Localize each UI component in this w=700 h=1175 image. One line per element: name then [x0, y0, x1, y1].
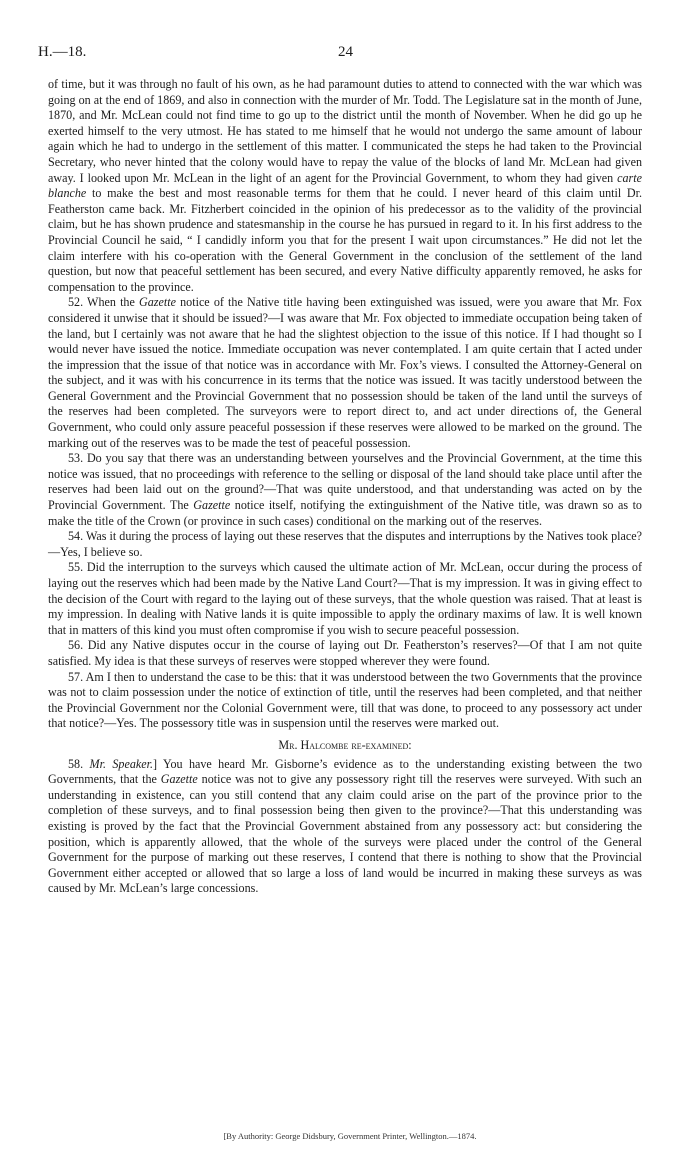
speaker-name: Mr. Speaker.	[89, 756, 153, 771]
italic-term: Gazette	[139, 295, 176, 310]
question-56: 56. Did any Native disputes occur in the course of laying out Dr. Featherston’s reserves?—Of that I am not quite satisfied. My idea is that these surveys of reserves were stopped wherever they were found.	[48, 638, 642, 668]
document-reference: H.—18.	[38, 44, 87, 60]
question-55: 55. Did the interruption to the surveys which caused the ultimate action of Mr. McLean, occur during the process of laying out the reserves which had been made by the Native Land Court?—That is my impression. It was in giving effect to the decision of the Court with regard to the laying out of these surveys, that the whole question was raised. That at least is my impression. In dealing with Native lands it is quite impossible to apply the ordinary maxims of law. It is well known that in matters of this kind you must often compromise if you wish to secure peaceful possession.	[48, 560, 642, 637]
italic-term: Gazette	[193, 498, 231, 513]
printer-imprint: [By Authority: George Didsbury, Government Printer, Wellington.—1874.	[223, 1131, 477, 1141]
body-text	[48, 77, 642, 897]
italic-term: Gazette	[160, 772, 198, 787]
question-58: 58. Mr. Speaker.] You have heard Mr. Gisborne’s evidence as to the understanding existing between the two Governments, that the Gazette notice was not to give any possessory right till the reserves were surveyed. With such an understanding in existence, can you still contend that any claim could arise on the part of the province prior to the completion of these surveys, and to final possession being then given to the province?—That this understanding was existing is proved by the fact that the Provincial Government abstained from any possessory act: but considering the position, which is apparently allowed, that the whole of the surveys were placed under the control of the General Government for the purpose of marking out these reserves, I contend that there is nothing to show that the Provincial Government either accepted or allowed that so large a loss of land would be incurred in making these surveys as was caused by Mr. McLean’s large concessions.	[48, 756, 642, 896]
page-number: 24	[338, 44, 353, 60]
question-57: 57. Am I then to understand the case to be this: that it was understood between the two Governments that the province was not to claim possession under the notice of extinction of title, until the reserves had been completed, and that neither the Provincial Government nor the Colonial Government were, till that was done, to proceed to any possessory act under that notice?—Yes. The possessory title was in suspension until the reserves were marked out.	[48, 669, 642, 731]
italic-term: carte blanche	[48, 170, 642, 201]
section-heading: Mr. Halcombe re-examined:	[278, 737, 412, 752]
paragraph-continuation: of time, but it was through no fault of his own, as he had paramount duties to attend to connected with the war which was going on at the end of 1869, and also in connection with the murder of Mr. Todd. The Legislature sat in the month of June, 1870, and Mr. McLean could not find time to go up to the district until the month of November. When he did go up he exerted himself to the very utmost. He has stated to me himself that he would not undergo the same amount of labour again which he had to undergo in the settlement of this matter. I communicated the steps he had taken to the Provincial Secretary, who never hinted that the colony would have to repay the value of the blocks of land Mr. McLean had given away. I looked upon Mr. McLean in the light of an agent for the Provincial Government, to whom they had given carte blanche to make the best and most reasonable terms for them that he could. I never heard of this claim until Dr. Featherston came back. Mr. Fitzherbert coincided in the opinion of his predecessor as to the validity of the provincial claim, but he has shown prudence and statesmanship in the course he has pursued in regard to it. In his first address to the Provincial Council he said, “ I candidly inform you that for the present I wait upon circumstances.” He did not let the claim interfere with his co-operation with the General Government in the conclusion of the settlement of the land question, but now that peaceful settlement has been secured, and every Native difficulty apparently removed, he asks for compensation to the province.	[48, 77, 643, 294]
question-53: 53. Do you say that there was an understanding between yourselves and the Provincial Government, at the time this notice was issued, that no proceedings with reference to the selling or disposal of the land should take place until after the reserves had been laid out on the ground?—That was quite understood, and that understanding was acted on by the Provincial Government. The Gazette notice itself, notifying the extinguishment of the Native title, was drawn so as to make the title of the Crown (or province in such cases) conditional on the marking out of the reserves.	[48, 451, 642, 528]
page-header	[38, 44, 658, 64]
question-52: 52. When the Gazette notice of the Native title having been extinguished was issued, were you aware that Mr. Fox considered it unwise that it should be issued?—I was aware that Mr. Fox objected to immediate occupation being taken of the land, but I certainly was not aware that he had the slightest objection to the issue of this notice. If I had thought so I would never have issued the notice. Immediate occupation was never contemplated. I am quite certain that I acted under the impression that the issue of that notice was in accordance with Mr. Fox’s views. I consulted the Attorney-General on the subject, and it was with his concurrence in its terms that the notice was issued. It was tacitly understood between the General Government and the Provincial Government that no possession should be taken of the land until the surveys of the reserves had been completed. The surveyors were to report direct to, and act under directions of, the General Government, who could only assure peaceful possession if these reserves were allowed to be marked on the ground. The marking out of the reserves was to be made the test of peaceful possession.	[48, 295, 642, 450]
question-54: 54. Was it during the process of laying out these reserves that the disputes and interruptions by the Natives took place?—Yes, I believe so.	[48, 529, 642, 559]
